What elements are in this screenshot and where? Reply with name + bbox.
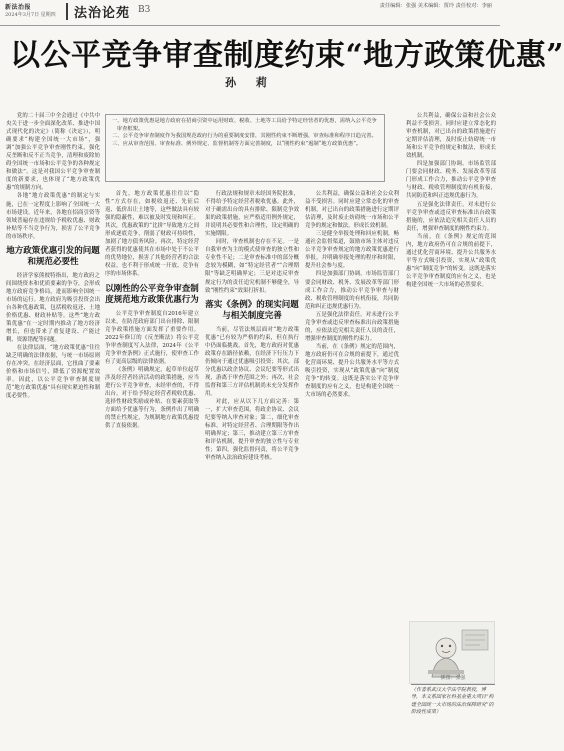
mascot-illustration bbox=[409, 621, 495, 684]
section-divider bbox=[66, 3, 68, 20]
article-headline: 以公平竞争审查制度约束“地方政策优惠” bbox=[10, 38, 564, 73]
summary-item: 三、应从审查范围、审查标准、例外规定、监督机制等方面完善制度，以“刚性约束”遏制“地方政策优惠”。 bbox=[112, 140, 362, 147]
column-4 bbox=[305, 190, 399, 746]
summary-item: 一、地方政策优惠是地方政府在招商引资中运用财政、税收、土地等工具给予特定经营者的优惠，需纳入公平竞争审查框架。 bbox=[112, 118, 377, 132]
column-1 bbox=[6, 112, 100, 746]
paragraph: 五是强化法律责任。对未进行公平竞争审查或违反审查标准出台政策措施的，应依法追究相关责任人员的责任，增强审查制度的刚性约束力。 bbox=[406, 201, 496, 232]
subheading: 地方政策优惠引发的问题和规范必要性 bbox=[6, 245, 100, 267]
subheading: 以刚性的公平竞争审查制度规范地方政策优惠行为 bbox=[105, 283, 199, 305]
editor-line: 责任编辑：张强 美术编辑：贾玲 责任校对：李丽 bbox=[379, 3, 492, 9]
paragraph: 当前，在《条例》规定的范围内，地方政府仍可在合规的前提下，通过优化营商环境、提升公共服务水平等方式吸引投资，实现从“政策优惠”向“制度竞争”的转变。这既是落实公平竞争审查制度的应有之义，也是构建全国统一大市场的必然要求。 bbox=[406, 233, 496, 288]
paragraph: 公平竞争审查制度自2016年建立以来，在防范政府部门出台排除、限制竞争政策措施方面发挥了重要作用。2022年修订的《反垄断法》将公平竞争审查制度写入法律，2024年《公平竞争审查条例》正式施行，使审查工作有了更高层级的法律依据。 bbox=[105, 310, 199, 365]
paragraph: 行政法规和规章未经国务院批准，不得给予特定经营者税收优惠。此外，对于确需出台的具有排除、限制竞争效果的政策措施，应严格适用例外规定，并说明其必要性和合理性，设定明确的实施期限。 bbox=[205, 191, 299, 238]
masthead bbox=[0, 0, 500, 26]
summary-box bbox=[105, 114, 385, 182]
paragraph: 党的二十届三中全会通过《中共中央关于进一步全面深化改革、推进中国式现代化的决定》（简称《决定》），明确要求“构建全国统一大市场”，强调“加强公平竞争审查刚性约束，强化反垄断和反不正当竞争，清理和废除妨碍全国统一市场和公平竞争的各种规定和做法”。这是对我国公平竞争审查制度的新要求，也体现了“地方政策优惠”的规制方向。 bbox=[6, 113, 100, 192]
paragraph: 在法律层面，“地方政策优惠”往往缺乏明确的法律依据，与统一市场原则存在冲突。在经济层面，它扭曲了要素价格和市场信号，降低了资源配置效率。因此，以公平竞争审查制度规范“地方政策优惠”具有现实紧迫性和制度必要性。 bbox=[6, 345, 100, 400]
paragraph: 公共利益，确保公益和社会公众利益不受损害。同时应建立常态化的审查机制，对已出台的政策措施进行定期评估清理，及时废止妨碍统一市场和公平竞争的规定和做法，形成长效机制。 bbox=[305, 191, 399, 230]
summary-item: 二、公平竞争审查制度作为我国规范政府行为的重要制度安排，其刚性约束不断增强，审查标准和程序日趋完善。 bbox=[112, 133, 377, 140]
paragraph: 公共利益，确保公益和社会公众利益不受损害。同时应建立常态化的审查机制，对已出台的政策措施进行定期评估清理，及时废止妨碍统一市场和公平竞争的规定和做法，形成长效机制。 bbox=[406, 113, 496, 160]
paragraph: 当前，尽管法规层面对“地方政策优惠”已有较为严格的约束，但在执行中仍面临挑战。首先，地方政府对优惠政策存在路径依赖，在经济下行压力下仍倾向于通过优惠吸引投资；其次，部分优惠以政企协议、会议纪要等形式出现，游离于审查范围之外；再次，社会监督和第三方评估机制尚未充分发挥作用。 bbox=[205, 326, 299, 397]
column-5 bbox=[406, 112, 496, 616]
illustration-credit: 插图：张强 bbox=[440, 675, 466, 681]
paragraph: 四是加强部门协调。市场监管部门要会同财政、税务、发展改革等部门形成工作合力，推动公平竞争审查与财政、税收管理制度的有机衔接，共同防范和纠正违规优惠行为。 bbox=[406, 161, 496, 200]
paragraph: 三是健全举报处理和回应机制，畅通社会监督渠道，鼓励市场主体对违反公平竞争审查规定的地方政策优惠进行举报，并明确举报处理的程序和时限，提升社会参与度。 bbox=[305, 231, 399, 270]
paragraph: 当前，在《条例》规定的范围内，地方政府仍可在合规的前提下，通过优化营商环境、提升公共服务水平等方式吸引投资，实现从“政策优惠”向“制度竞争”的转变。这既是落实公平竞争审查制度的应有之义，也是构建全国统一大市场的必然要求。 bbox=[305, 343, 399, 399]
paragraph: 《条例》明确规定，起草单位起草涉及经营者经济活动的政策措施，应当进行公平竞争审查，未经审查的，不得出台。对于给予特定经营者税收优惠、选择性财政奖励或补贴、在要素获取等方面给予优惠等行为，条例作出了明确的禁止性规定，为规制地方政策优惠提供了直接依据。 bbox=[105, 366, 199, 430]
paragraph: 各地“地方政策优惠”的制定与实施，已在一定程度上影响了全国统一大市场建设。近年来，各地在招商引资等领域普遍存在违规给予税收优惠、财政补贴等不当竞争行为，损害了公平竞争的市场秩序。 bbox=[6, 193, 100, 240]
paragraph: 经济学家熊彼特指出，地方政府之间围绕资本和优质要素的争夺，会形成地方政府竞争格局，进而影响全国统一市场的运行。地方政府为吸引投资会出台各种优惠政策，包括税收返还、土地价格优惠、财政补贴等。这些“地方政策优惠”在一定时期内推动了地方经济增长，但也带来了重复建设、产能过剩、资源错配等问题。 bbox=[6, 272, 100, 344]
author-bio: （作者系武汉大学法学院教授，博导，本文系国家社科基金重大项目“构建全国统一大市场的法治保障研究”的阶段性成果） bbox=[411, 684, 495, 746]
article-author: 孙 莉 bbox=[225, 76, 275, 89]
section-title: 法治论苑 bbox=[74, 6, 131, 21]
subheading: 落实《条例》的现实问题与相关制度完善 bbox=[205, 299, 299, 321]
column-2 bbox=[105, 190, 199, 746]
page-code: B3 bbox=[138, 5, 151, 15]
paragraph: 首先，地方政策优惠往往以“隐性”方式存在，如税收返还、先征后返、低价出让土地等，这些做法具有较强的隐蔽性，难以被及时发现和纠正。其次，优惠政策的“比拼”导致地方之间形成逐底竞争，削弱了财政可持续性，加剧了地方债务风险。再次，特定经营者获得的优惠使其在市场中处于不公平的优势地位，损害了其他经营者的合法权益，也不利于形成统一开放、竞争有序的市场体系。 bbox=[105, 191, 199, 278]
paragraph: 同时，审查机制也存在不足。一是自我审查为主的模式使审查的独立性和专业性不足；二是审查标准中的部分概念较为模糊，如“特定经营者”“合理期限”等缺乏明确界定；三是对违反审查规定行为的责任追究机制不够健全，导致“刚性约束”效果打折扣。 bbox=[205, 239, 299, 294]
paragraph: 五是强化法律责任。对未进行公平竞争审查或违反审查标准出台政策措施的，应依法追究相关责任人员的责任，增强审查制度的刚性约束力。 bbox=[305, 311, 399, 342]
paragraph: 四是加强部门协调。市场监管部门要会同财政、税务、发展改革等部门形成工作合力，推动公平竞争审查与财政、税收管理制度的有机衔接，共同防范和纠正违规优惠行为。 bbox=[305, 271, 399, 310]
publication-date: 2024年3月7日 星期四 bbox=[5, 12, 56, 18]
paragraph: 对此，应从以下几方面完善：第一，扩大审查范围，将政企协议、会议纪要等纳入审查对象；第二，细化审查标准，对特定经营者、合理期限等作出明确界定；第三，推动建立第三方审查和评估机制，提升审查的独立性与专业性；第四，强化监督问责，将公平竞争审查纳入法治政府建设考核。 bbox=[205, 399, 299, 462]
column-3 bbox=[205, 190, 299, 746]
newspaper-name: 新法治报 bbox=[5, 4, 32, 11]
